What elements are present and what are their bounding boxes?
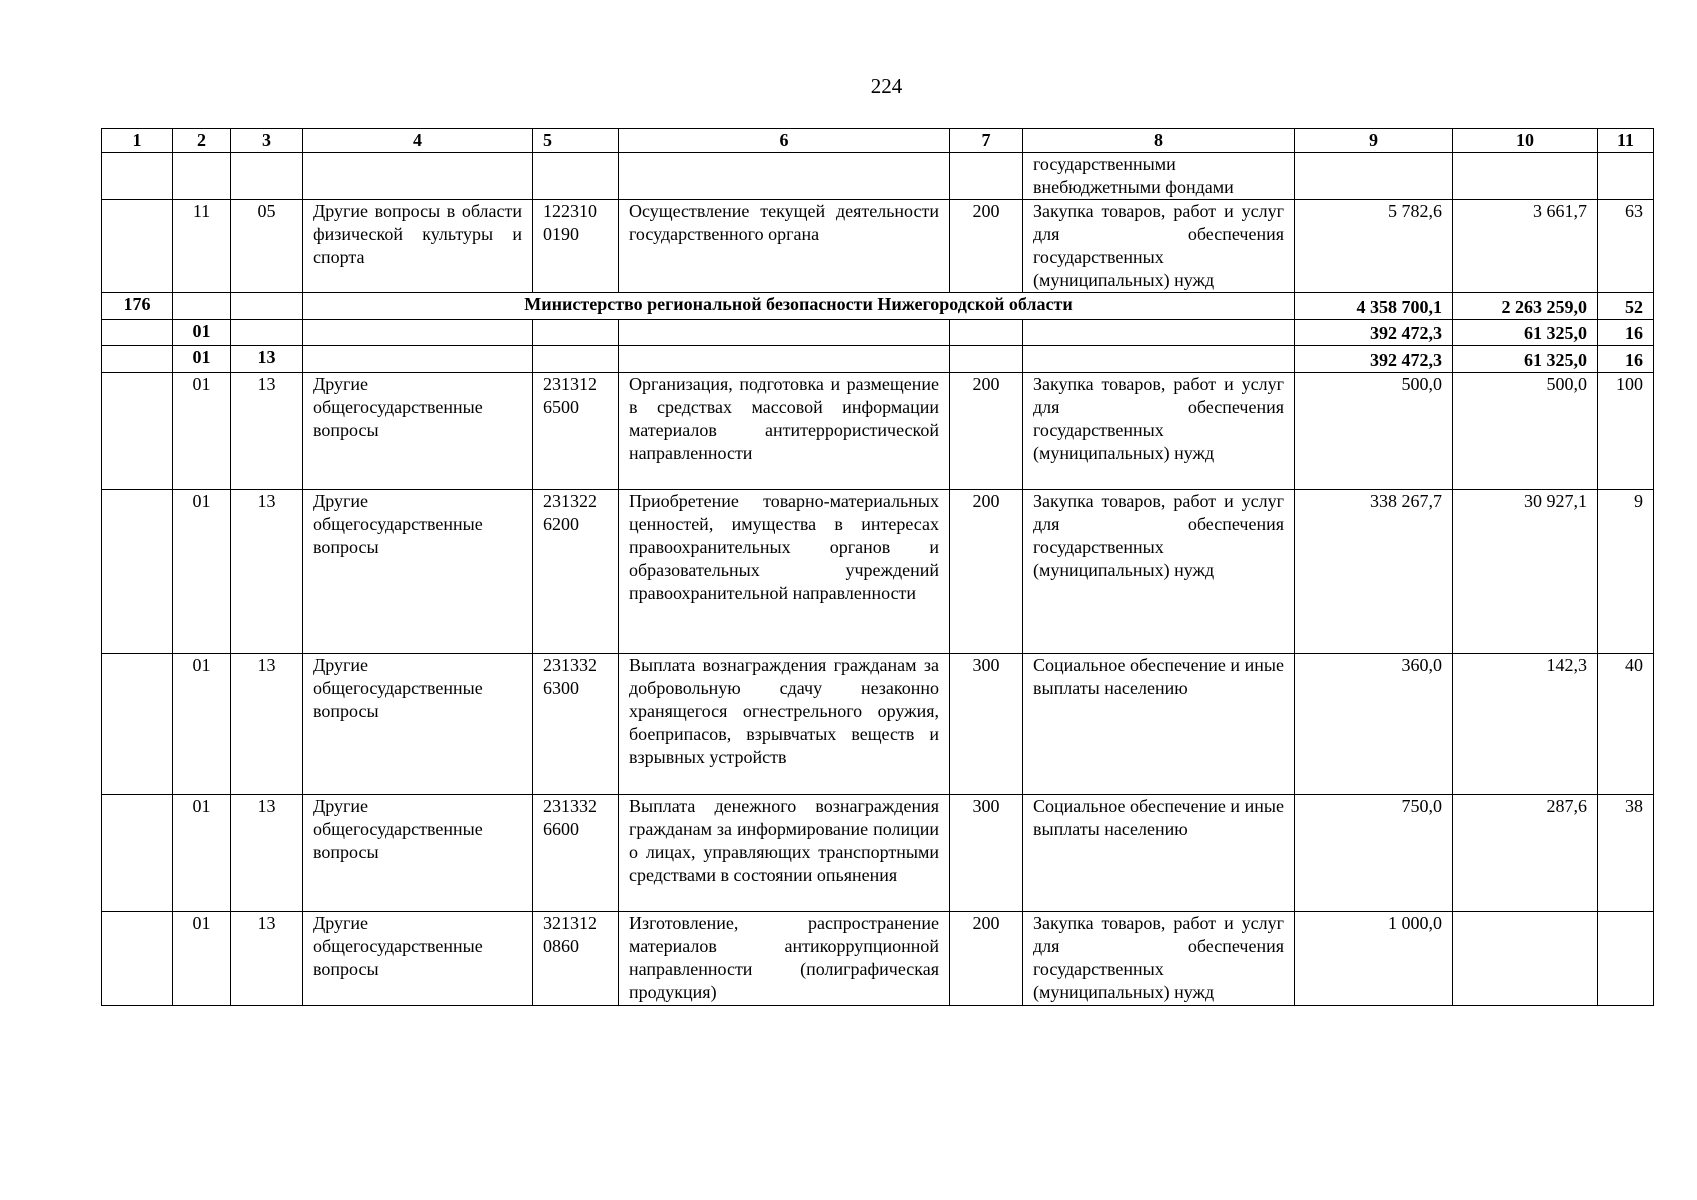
percent-executed: 40 [1598,654,1654,795]
target-article: 231332 6300 [533,654,619,795]
target-article: 231322 6200 [533,490,619,654]
target-article: 321312 0860 [533,912,619,1006]
article-name: Приобретение товарно-материальных ценностей, имущества в интересах правоохранительных органов и образовательных учреждений правоохранительной направленности [619,490,950,654]
amount-planned: 5 782,6 [1295,200,1453,293]
page-number: 224 [870,74,903,98]
header-col-9: 9 [1295,129,1453,153]
amount-executed: 30 927,1 [1453,490,1598,654]
expense-type-code: 200 [950,200,1023,293]
section-code: 01 [173,490,231,654]
table-row [102,654,1654,795]
percent-executed: 9 [1598,490,1654,654]
subsection-total-percent: 16 [1598,346,1654,373]
subsection-name: Другие общегосударственные вопросы [303,490,533,654]
subsection-total-planned: 392 472,3 [1295,346,1453,373]
amount-executed: 142,3 [1453,654,1598,795]
subsection-code: 05 [231,200,303,293]
header-col-1: 1 [102,129,173,153]
expense-type-name: Закупка товаров, работ и услуг для обеспечения государственных (муниципальных) нужд [1023,373,1295,490]
percent-executed: 38 [1598,795,1654,912]
table-row [102,200,1654,293]
percent-executed [1598,912,1654,1006]
expense-type-code: 200 [950,373,1023,490]
header-col-2: 2 [173,129,231,153]
table-row [102,490,1654,654]
article-name: Изготовление, распространение материалов антикоррупционной направленности (полиграфическая продукция) [619,912,950,1006]
section-code: 11 [173,200,231,293]
subsection-name: Другие общегосударственные вопросы [303,373,533,490]
amount-planned: 500,0 [1295,373,1453,490]
section-code: 01 [173,654,231,795]
target-article: 231332 6600 [533,795,619,912]
subsection-total-section-code: 01 [173,346,231,373]
ministry-row [102,293,1654,320]
header-col-6: 6 [619,129,950,153]
article-name: Выплата денежного вознаграждения гражданам за информирование полиции о лицах, управляющих транспортными средствами в состоянии опьянения [619,795,950,912]
section-code: 01 [173,795,231,912]
header-col-3: 3 [231,129,303,153]
subsection-total-code: 13 [231,346,303,373]
expense-type-name: Закупка товаров, работ и услуг для обеспечения государственных (муниципальных) нужд [1023,200,1295,293]
target-article: 231312 6500 [533,373,619,490]
amount-planned: 360,0 [1295,654,1453,795]
carry-over-expense-type: государственными внебюджетными фондами [1023,153,1295,200]
subsection-name: Другие общегосударственные вопросы [303,912,533,1006]
amount-executed: 3 661,7 [1453,200,1598,293]
expense-type-name: Социальное обеспечение и иные выплаты населению [1023,795,1295,912]
expense-type-name: Закупка товаров, работ и услуг для обеспечения государственных (муниципальных) нужд [1023,490,1295,654]
ministry-code: 176 [102,293,173,320]
expense-type-code: 200 [950,490,1023,654]
carry-over-row [102,153,1654,200]
section-total-row [102,320,1654,346]
section-code: 01 [173,373,231,490]
percent-executed: 100 [1598,373,1654,490]
expense-type-code: 300 [950,795,1023,912]
header-col-5: 5 [533,129,619,153]
target-article: 122310 0190 [533,200,619,293]
section-total-executed: 61 325,0 [1453,320,1598,346]
ministry-percent-executed: 52 [1598,293,1654,320]
section-total-planned: 392 472,3 [1295,320,1453,346]
subsection-total-executed: 61 325,0 [1453,346,1598,373]
table-row [102,795,1654,912]
article-name: Осуществление текущей деятельности государственного органа [619,200,950,293]
article-name: Организация, подготовка и размещение в средствах массовой информации материалов антитеррористической направленности [619,373,950,490]
amount-planned: 1 000,0 [1295,912,1453,1006]
header-col-11: 11 [1598,129,1654,153]
subsection-name: Другие вопросы в области физической культуры и спорта [303,200,533,293]
subsection-code: 13 [231,912,303,1006]
header-col-8: 8 [1023,129,1295,153]
amount-planned: 338 267,7 [1295,490,1453,654]
header-col-7: 7 [950,129,1023,153]
amount-executed [1453,912,1598,1006]
subsection-code: 13 [231,490,303,654]
amount-executed: 287,6 [1453,795,1598,912]
expense-type-code: 300 [950,654,1023,795]
ministry-amount-planned: 4 358 700,1 [1295,293,1453,320]
expense-type-code: 200 [950,912,1023,1006]
percent-executed: 63 [1598,200,1654,293]
ministry-amount-executed: 2 263 259,0 [1453,293,1598,320]
subsection-code: 13 [231,795,303,912]
subsection-total-row [102,346,1654,373]
section-code: 01 [173,912,231,1006]
article-name: Выплата вознаграждения гражданам за добровольную сдачу незаконно хранящегося огнестрельного оружия, боеприпасов, взрывчатых веществ и взрывных устройств [619,654,950,795]
section-total-percent: 16 [1598,320,1654,346]
amount-executed: 500,0 [1453,373,1598,490]
expense-type-name: Социальное обеспечение и иные выплаты населению [1023,654,1295,795]
amount-planned: 750,0 [1295,795,1453,912]
subsection-name: Другие общегосударственные вопросы [303,654,533,795]
subsection-code: 13 [231,654,303,795]
subsection-name: Другие общегосударственные вопросы [303,795,533,912]
section-total-code: 01 [173,320,231,346]
table-row [102,373,1654,490]
column-number-header [102,129,1654,153]
subsection-code: 13 [231,373,303,490]
header-col-4: 4 [303,129,533,153]
expense-type-name: Закупка товаров, работ и услуг для обеспечения государственных (муниципальных) нужд [1023,912,1295,1006]
table-row [102,912,1654,1006]
ministry-title: Министерство региональной безопасности Нижегородской области [303,293,1295,320]
header-col-10: 10 [1453,129,1598,153]
budget-table [101,128,1654,1006]
